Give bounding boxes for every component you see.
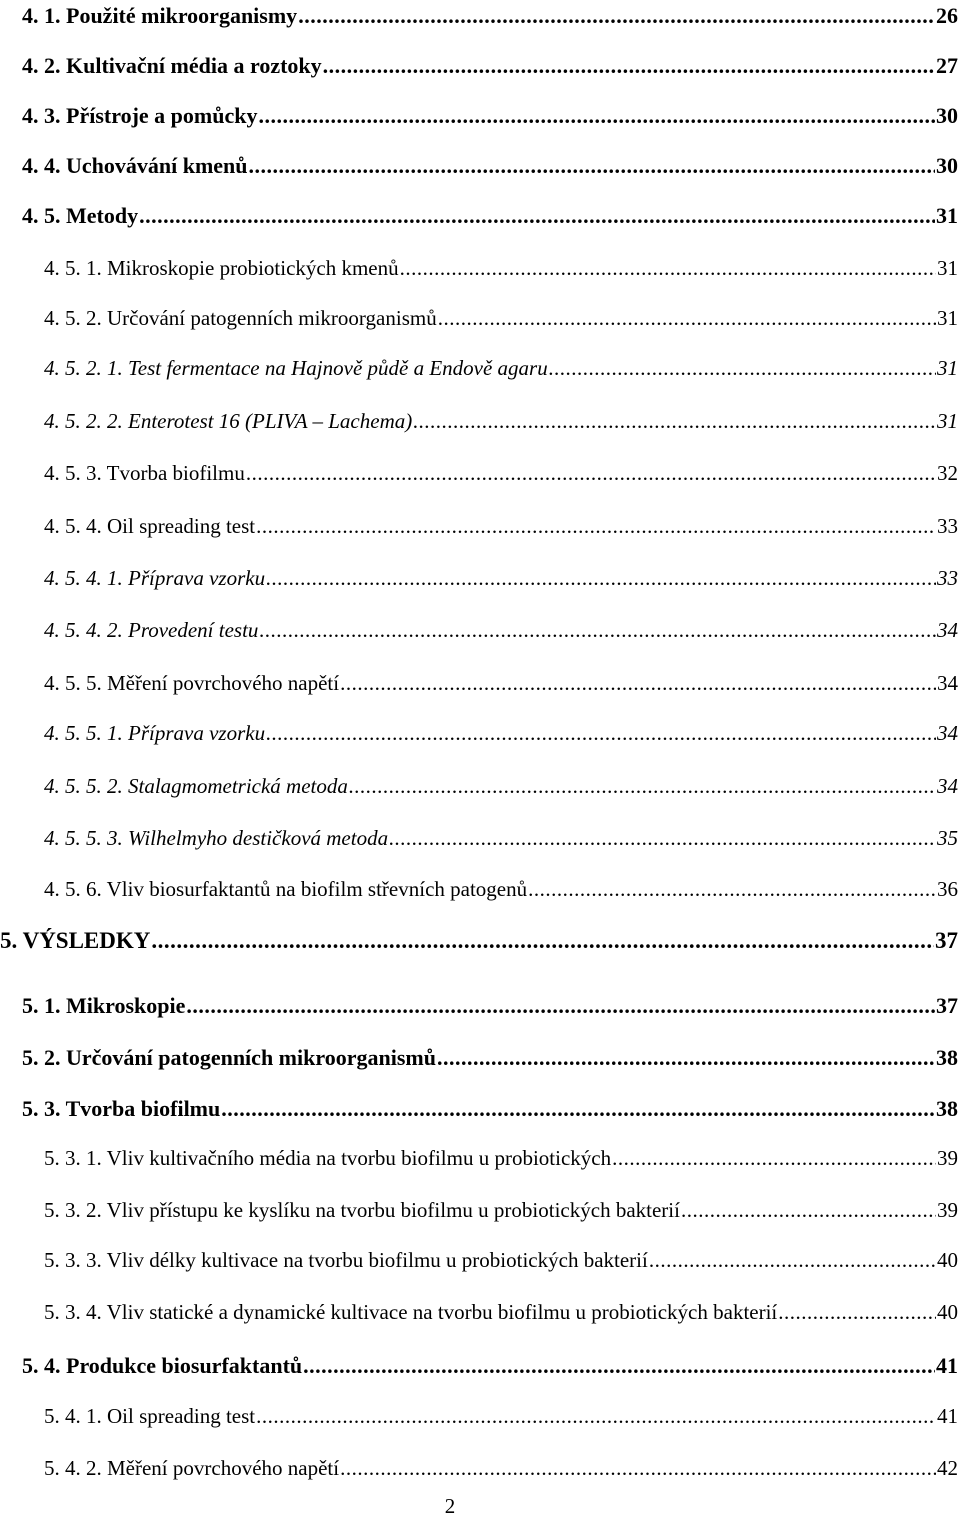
toc-entry-title: 4. 5. 6. Vliv biosurfaktantů na biofilm střevních patogenů <box>44 877 528 901</box>
toc-entry[interactable] <box>22 993 958 1019</box>
toc-entry[interactable] <box>44 1197 958 1223</box>
toc-entry-page: 41 <box>936 1353 958 1378</box>
toc-entry-title: 4. 5. 5. 2. Stalagmometrická metoda <box>44 774 348 798</box>
dot-leader <box>266 720 936 746</box>
toc-entry[interactable] <box>44 255 958 281</box>
toc-entry-title: 5. 4. 2. Měření povrchového napětí <box>44 1456 340 1480</box>
toc-entry-title: 5. 3. Tvorba biofilmu <box>22 1096 221 1121</box>
toc-entry-page: 34 <box>937 618 958 642</box>
toc-entry-page: 42 <box>937 1456 958 1480</box>
dot-leader <box>389 825 936 851</box>
toc-entry-page: 31 <box>936 203 958 228</box>
toc-entry-page: 32 <box>937 461 958 485</box>
dot-leader <box>323 53 935 79</box>
toc-entry-page: 34 <box>937 671 958 695</box>
toc-entry-page: 40 <box>937 1300 958 1324</box>
toc-entry[interactable] <box>44 1299 958 1325</box>
dot-leader <box>778 1299 936 1325</box>
toc-entry[interactable] <box>22 1045 958 1071</box>
toc-entry-title: 5. 4. Produkce biosurfaktantů <box>22 1353 303 1378</box>
toc-entry[interactable] <box>44 565 958 591</box>
dot-leader <box>186 993 935 1019</box>
dot-leader <box>681 1197 936 1223</box>
dot-leader <box>438 305 936 331</box>
dot-leader <box>437 1045 935 1071</box>
toc-entry-title: 4. 5. 1. Mikroskopie probiotických kmenů <box>44 256 399 280</box>
toc-entry[interactable] <box>22 53 958 79</box>
toc-entry-title: 4. 5. 3. Tvorba biofilmu <box>44 461 245 485</box>
toc-entry-title: 4. 5. 2. 2. Enterotest 16 (PLIVA – Lachema) <box>44 409 413 433</box>
toc-entry-page: 31 <box>937 256 958 280</box>
toc-entry-title: 5. 3. 2. Vliv přístupu ke kyslíku na tvorbu biofilmu u probiotických bakterií <box>44 1198 680 1222</box>
dot-leader <box>258 103 935 129</box>
toc-entry[interactable] <box>44 513 958 539</box>
toc-entry-title: 5. 3. 1. Vliv kultivačního média na tvorbu biofilmu u probiotických <box>44 1146 612 1170</box>
dot-leader <box>221 1096 935 1122</box>
toc-entry[interactable] <box>44 617 958 643</box>
toc-entry-title: 4. 5. Metody <box>22 203 139 228</box>
toc-entry-page: 34 <box>937 774 958 798</box>
toc-entry-page: 31 <box>937 409 958 433</box>
toc-entry[interactable] <box>44 305 958 331</box>
dot-leader <box>349 773 936 799</box>
dot-leader <box>649 1247 936 1273</box>
toc-entry[interactable] <box>44 1403 958 1429</box>
toc-entry[interactable] <box>22 103 958 129</box>
toc-entry-title: 4. 5. 4. Oil spreading test <box>44 514 256 538</box>
toc-entry-page: 34 <box>937 721 958 745</box>
page-number: 2 <box>444 1494 456 1518</box>
toc-entry-title: 5. 1. Mikroskopie <box>22 993 186 1018</box>
toc-entry-page: 30 <box>936 103 958 128</box>
toc-entry-page: 36 <box>937 877 958 901</box>
toc-entry-page: 38 <box>936 1096 958 1121</box>
toc-entry-page: 35 <box>937 826 958 850</box>
toc-entry-page: 30 <box>936 153 958 178</box>
dot-leader <box>256 1403 936 1429</box>
dot-leader <box>266 565 936 591</box>
dot-leader <box>139 203 935 229</box>
toc-entry[interactable] <box>44 1145 958 1171</box>
toc-entry-page: 26 <box>936 3 958 28</box>
toc-entry-title: 5. 3. 3. Vliv délky kultivace na tvorbu biofilmu u probiotických bakterií <box>44 1248 648 1272</box>
toc-entry[interactable] <box>44 720 958 746</box>
toc-entry-title: 4. 5. 5. 3. Wilhelmyho destičková metoda <box>44 826 389 850</box>
dot-leader <box>413 408 936 434</box>
toc-entry[interactable] <box>44 460 958 486</box>
toc-entry-page: 37 <box>935 928 958 953</box>
toc-entry-page: 39 <box>937 1198 958 1222</box>
toc-entry[interactable] <box>44 773 958 799</box>
toc-entry-page: 31 <box>937 306 958 330</box>
toc-entry-title: 4. 5. 2. Určování patogenních mikroorganismů <box>44 306 437 330</box>
toc-entry-page: 41 <box>937 1404 958 1428</box>
toc-entry-title: 4. 4. Uchovávání kmenů <box>22 153 248 178</box>
dot-leader <box>549 355 936 381</box>
dot-leader <box>400 255 936 281</box>
dot-leader <box>259 617 936 643</box>
toc-entry-title: 4. 5. 5. 1. Příprava vzorku <box>44 721 266 745</box>
dot-leader <box>246 460 936 486</box>
toc-entry-title: 5. 2. Určování patogenních mikroorganismů <box>22 1045 436 1070</box>
toc-entry-title: 4. 5. 4. 1. Příprava vzorku <box>44 566 266 590</box>
toc-entry-page: 39 <box>937 1146 958 1170</box>
toc-entry-title: 4. 5. 2. 1. Test fermentace na Hajnově půdě a Endově agaru <box>44 356 548 380</box>
dot-leader <box>249 153 935 179</box>
toc-entry-title: 4. 2. Kultivační média a roztoky <box>22 53 322 78</box>
dot-leader <box>612 1145 936 1171</box>
toc-entry-title: 4. 5. 4. 2. Provedení testu <box>44 618 259 642</box>
toc-entry-page: 31 <box>937 356 958 380</box>
toc-entry[interactable] <box>44 408 958 434</box>
dot-leader <box>528 876 936 902</box>
toc-entry-page: 40 <box>937 1248 958 1272</box>
toc-entry[interactable] <box>44 825 958 851</box>
toc-entry[interactable] <box>22 203 958 229</box>
dot-leader <box>151 928 934 954</box>
dot-leader <box>340 1455 936 1481</box>
toc-entry-title: 5. 3. 4. Vliv statické a dynamické kultivace na tvorbu biofilmu u probiotických bakterií <box>44 1300 778 1324</box>
toc-entry-page: 27 <box>936 53 958 78</box>
toc-entry-page: 37 <box>936 993 958 1018</box>
dot-leader <box>340 670 936 696</box>
toc-entry-title: 4. 1. Použité mikroorganismy <box>22 3 298 28</box>
dot-leader <box>298 3 935 29</box>
toc-entry-title: 4. 3. Přístroje a pomůcky <box>22 103 258 128</box>
toc-entry-page: 33 <box>937 514 958 538</box>
toc-entry[interactable] <box>22 153 958 179</box>
toc-entry[interactable] <box>0 928 958 954</box>
toc-entry[interactable] <box>22 1353 958 1379</box>
toc-entry-page: 33 <box>937 566 958 590</box>
toc-entry[interactable] <box>44 1455 958 1481</box>
toc-entry-title: 5. 4. 1. Oil spreading test <box>44 1404 256 1428</box>
toc-entry-title: 5. VÝSLEDKY <box>0 928 151 953</box>
toc-entry[interactable] <box>44 355 958 381</box>
toc-entry[interactable] <box>44 876 958 902</box>
dot-leader <box>256 513 936 539</box>
toc-entry[interactable] <box>22 1096 958 1122</box>
dot-leader <box>303 1353 935 1379</box>
toc-entry-title: 4. 5. 5. Měření povrchového napětí <box>44 671 340 695</box>
toc-entry[interactable] <box>44 670 958 696</box>
toc-entry[interactable] <box>44 1247 958 1273</box>
toc-entry[interactable] <box>22 3 958 29</box>
toc-entry-page: 38 <box>936 1045 958 1070</box>
